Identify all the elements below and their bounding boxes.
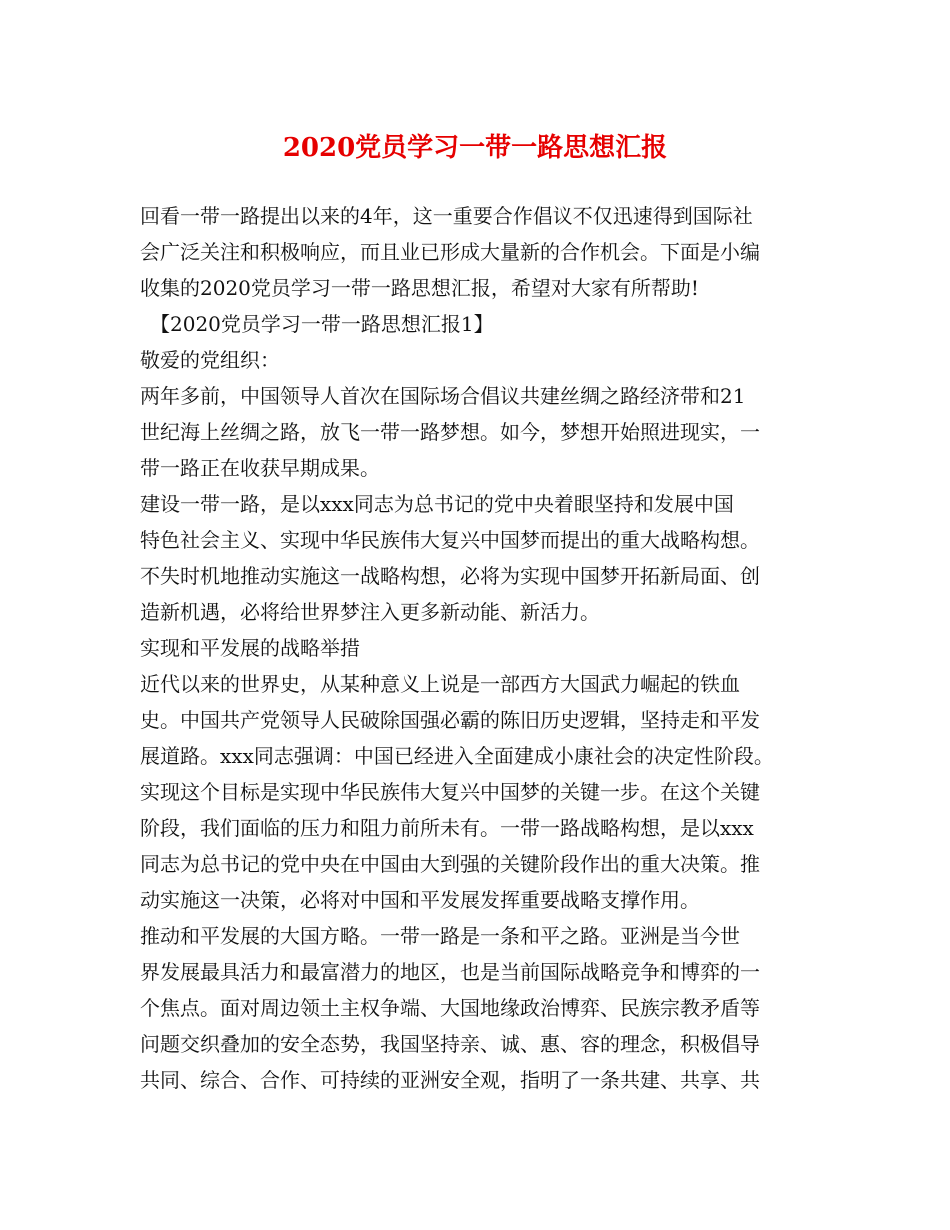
body-line: 个焦点。面对周边领土主权争端、大国地缘政治博弈、民族宗教矛盾等 bbox=[140, 996, 760, 1020]
body-line: 实现这个目标是实现中华民族伟大复兴中国梦的关键一步。在这个关键 bbox=[140, 780, 760, 804]
body-line: 界发展最具活力和最富潜力的地区，也是当前国际战略竞争和博弈的一 bbox=[140, 960, 760, 984]
section-heading: 【2020党员学习一带一路思想汇报1】 bbox=[140, 312, 494, 336]
body-line: 造新机遇，必将给世界梦注入更多新动能、新活力。 bbox=[140, 600, 600, 624]
document-body bbox=[140, 198, 824, 1098]
body-line: 史。中国共产党领导人民破除国强必霸的陈旧历史逻辑，坚持走和平发 bbox=[140, 708, 760, 732]
subheading-line: 实现和平发展的战略举措 bbox=[140, 636, 360, 660]
body-line: 回看一带一路提出以来的4年，这一重要合作倡议不仅迅速得到国际社 bbox=[140, 204, 753, 228]
body-line: 阶段，我们面临的压力和阻力前所未有。一带一路战略构想，是以xxx bbox=[140, 816, 754, 840]
body-line: 问题交织叠加的安全态势，我国坚持亲、诚、惠、容的理念，积极倡导 bbox=[140, 1032, 760, 1056]
document-title: 2020党员学习一带一路思想汇报 bbox=[282, 133, 668, 163]
body-line: 共同、综合、合作、可持续的亚洲安全观，指明了一条共建、共享、共 bbox=[140, 1068, 760, 1092]
body-line: 特色社会主义、实现中华民族伟大复兴中国梦而提出的重大战略构想。 bbox=[140, 528, 760, 552]
body-line: 收集的2020党员学习一带一路思想汇报，希望对大家有所帮助! bbox=[140, 276, 699, 300]
body-line: 建设一带一路，是以xxx同志为总书记的党中央着眼坚持和发展中国 bbox=[140, 492, 734, 516]
body-line: 两年多前，中国领导人首次在国际场合倡议共建丝绸之路经济带和21 bbox=[140, 384, 746, 408]
body-line: 推动和平发展的大国方略。一带一路是一条和平之路。亚洲是当今世 bbox=[140, 924, 740, 948]
body-line: 会广泛关注和积极响应，而且业已形成大量新的合作机会。下面是小编 bbox=[140, 240, 760, 264]
body-line: 近代以来的世界史，从某种意义上说是一部西方大国武力崛起的铁血 bbox=[140, 672, 740, 696]
body-line: 动实施这一决策，必将对中国和平发展发挥重要战略支撑作用。 bbox=[140, 888, 700, 912]
salutation: 敬爱的党组织： bbox=[140, 348, 280, 372]
body-line: 带一路正在收获早期成果。 bbox=[140, 456, 380, 480]
body-line: 同志为总书记的党中央在中国由大到强的关键阶段作出的重大决策。推 bbox=[140, 852, 760, 876]
body-line: 展道路。xxx同志强调：中国已经进入全面建成小康社会的决定性阶段。 bbox=[140, 744, 774, 768]
body-line: 世纪海上丝绸之路，放飞一带一路梦想。如今，梦想开始照进现实，一 bbox=[140, 420, 760, 444]
body-line: 不失时机地推动实施这一战略构想，必将为实现中国梦开拓新局面、创 bbox=[140, 564, 760, 588]
